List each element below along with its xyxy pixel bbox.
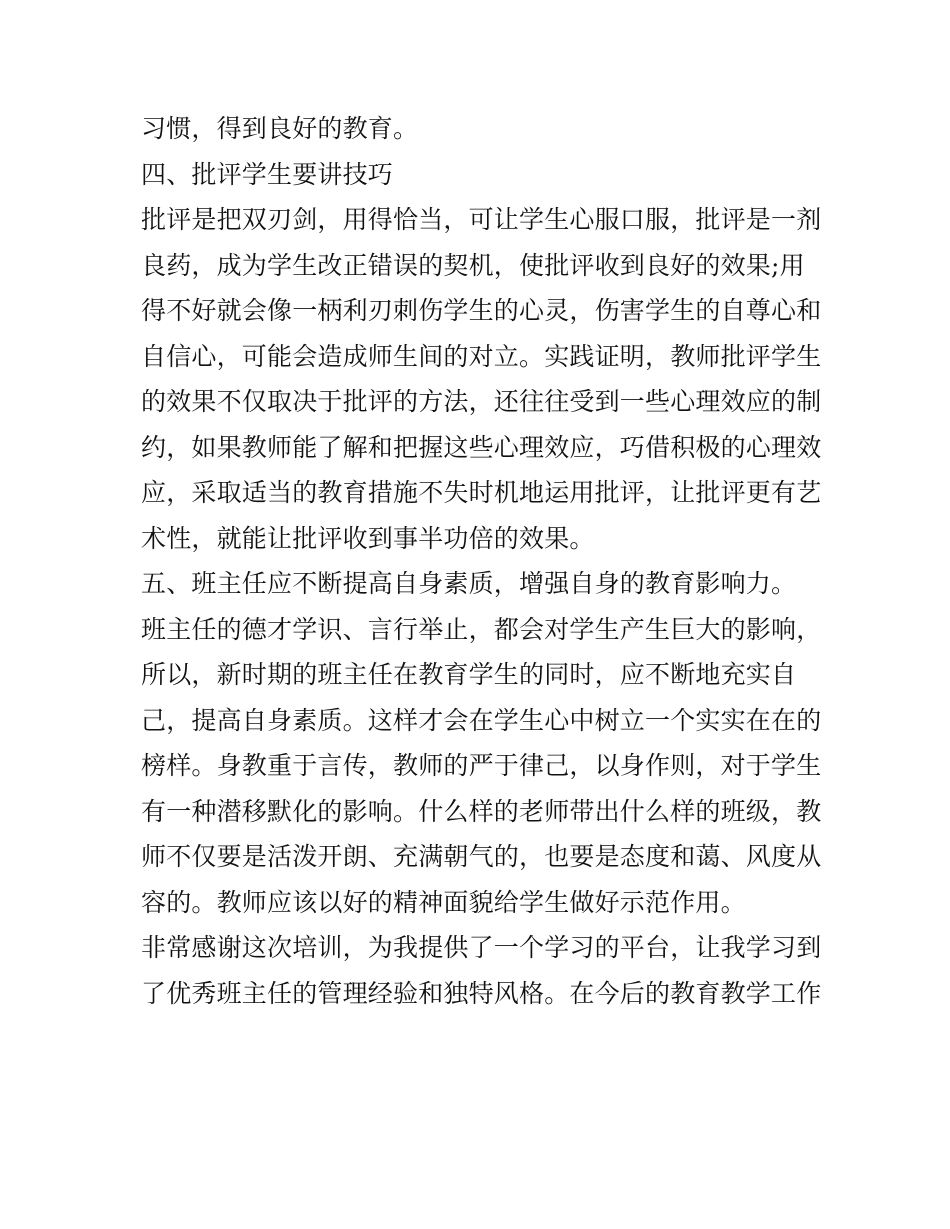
text-line-13: 所以，新时期的班主任在教育学生的同时，应不断地充实自 — [141, 660, 797, 689]
text-line-20: 了优秀班主任的管理经验和独特风格。在今后的教育教学工作 — [141, 978, 822, 1008]
text-line-3: 批评是把双刃剑，用得恰当，可让学生心服口服，批评是一剂 — [141, 205, 822, 234]
text-line-4: 良药，成为学生改正错误的契机，使批评收到良好的效果;用 — [141, 250, 805, 280]
text-line-1: 习惯，得到良好的教育。 — [141, 114, 419, 143]
text-line-15: 榜样。身教重于言传，教师的严于律己，以身作则，对于学生 — [141, 751, 822, 780]
section-heading-4: 四、批评学生要讲技巧 — [141, 159, 394, 189]
text-line-5: 得不好就会像一柄利刃刺伤学生的心灵，伤害学生的自尊心和 — [141, 296, 822, 325]
text-line-9: 应，采取适当的教育措施不失时机地运用批评，让批评更有艺 — [141, 478, 822, 507]
text-line-14: 己，提高自身素质。这样才会在学生心中树立一个实实在在的 — [141, 705, 822, 735]
text-line-6: 自信心，可能会造成师生间的对立。实践证明，教师批评学生 — [141, 341, 822, 371]
text-line-7: 的效果不仅取决于批评的方法，还往往受到一些心理效应的制 — [141, 387, 822, 416]
text-line-17: 师不仅要是活泼开朗、充满朝气的，也要是态度和蔼、风度从 — [141, 842, 822, 871]
text-line-12: 班主任的德才学识、言行举止，都会对学生产生巨大的影响， — [141, 614, 822, 644]
section-heading-5: 五、班主任应不断提高自身素质，增强自身的教育影响力。 — [141, 569, 797, 598]
text-line-19: 非常感谢这次培训，为我提供了一个学习的平台，让我学习到 — [141, 933, 822, 962]
text-line-10: 术性，就能让批评收到事半功倍的效果。 — [141, 523, 595, 553]
text-line-18: 容的。教师应该以好的精神面貌给学生做好示范作用。 — [141, 887, 746, 917]
text-line-16: 有一种潜移默化的影响。什么样的老师带出什么样的班级，教 — [141, 796, 822, 826]
text-line-8: 约，如果教师能了解和把握这些心理效应，巧借积极的心理效 — [141, 432, 822, 462]
document-body — [141, 106, 821, 1016]
